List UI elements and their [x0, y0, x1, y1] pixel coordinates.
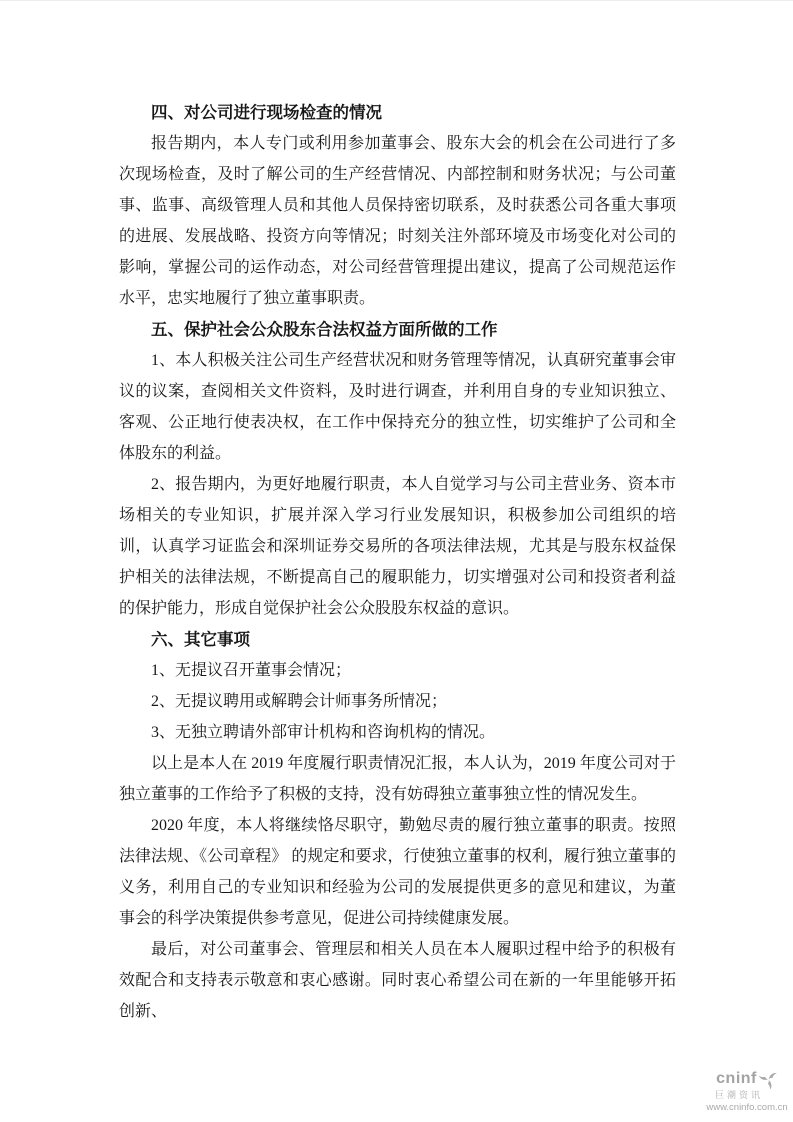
cninfo-logo-text: cninf	[716, 1070, 757, 1087]
list-item: 3、无独立聘请外部审计机构和咨询机构的情况。	[151, 724, 496, 741]
section-heading-other-matters: 六、其它事项	[151, 630, 250, 649]
paragraph: 2、报告期内，为更好地履行职责，本人自觉学习与公司主营业务、资本市场相关的专业知识，扩展并深入学习行业发展知识，积极参加公司组织的培训，认真学习证监会和深圳证券交易所的各项法律法规，尤其是与股东权益保护相关的法律法规，不断提高自己的履职能力，切实增强对公司和投资者利益的保护能力，形成自觉保护社会公众股股东权益的意识。	[119, 476, 676, 617]
document-content	[119, 97, 676, 1027]
cninfo-swirl-icon	[759, 1070, 778, 1089]
cninfo-logo-chinese-label: 巨潮资讯	[714, 1089, 763, 1100]
paragraph: 报告期内，本人专门或利用参加董事会、股东大会的机会在公司进行了多次现场检查，及时了解公司的生产经营情况、内部控制和财务状况；与公司董事、监事、高级管理人员和其他人员保持密切联系，及时获悉公司各重大事项的进展、发展战略、投资方向等情况；时刻关注外部环境及市场变化对公司的影响，掌握公司的运作动态，对公司经营管理提出建议，提高了公司规范运作水平，忠实地履行了独立董事职责。	[119, 135, 676, 307]
section-heading-onsite-inspection: 四、对公司进行现场检查的情况	[151, 103, 382, 122]
paragraph: 1、本人积极关注公司生产经营状况和财务管理等情况，认真研究董事会审议的议案，查阅相关文件资料，及时进行调查，并利用自身的专业知识独立、客观、公正地行使表决权，在工作中保持充分的独立性，切实维护了公司和全体股东的利益。	[119, 352, 676, 462]
list-item: 1、无提议召开董事会情况；	[151, 662, 352, 679]
paragraph: 2020 年度，本人将继续恪尽职守，勤勉尽责的履行独立董事的职责。按照法律法规、《公司章程》 的规定和要求，行使独立董事的权利，履行独立董事的义务，利用自己的专业知识和经验为公司的发展提供更多的意见和建议，为董事会的科学决策提供参考意见，促进公司持续健康发展。	[119, 817, 676, 927]
cninfo-logo-row	[705, 1070, 789, 1089]
cninfo-logo-url: www.cninfo.com.cn	[706, 1101, 788, 1113]
section-heading-shareholder-protection: 五、保护社会公众股东合法权益方面所做的工作	[151, 320, 498, 339]
paragraph: 以上是本人在 2019 年度履行职责情况汇报，本人认为，2019 年度公司对于独立董事的工作给予了积极的支持，没有妨碍独立董事独立性的情况发生。	[119, 755, 676, 803]
paragraph: 最后，对公司董事会、管理层和相关人员在本人履职过程中给予的积极有效配合和支持表示敬意和衷心感谢。同时衷心希望公司在新的一年里能够开拓创新、	[119, 941, 676, 1020]
cninfo-logo	[705, 1070, 789, 1113]
list-item: 2、无提议聘用或解聘会计师事务所情况；	[151, 693, 448, 710]
